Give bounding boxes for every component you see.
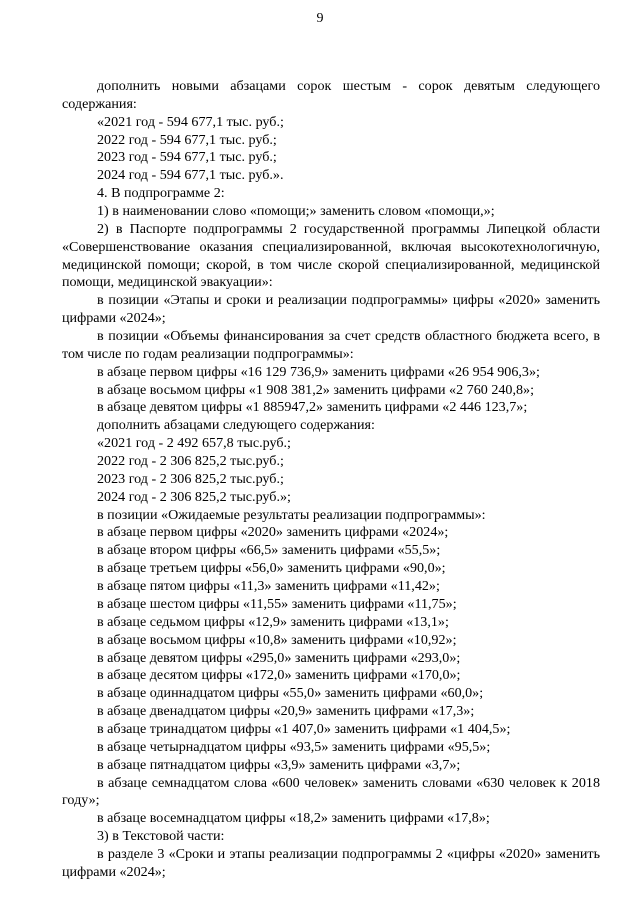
paragraph: в абзаце седьмом цифры «12,9» заменить цифрами «13,1»;	[97, 613, 449, 630]
paragraph: в абзаце первом цифры «16 129 736,9» заменить цифрами «26 954 906,3»;	[97, 363, 540, 380]
paragraph: в абзаце первом цифры «2020» заменить цифрами «2024»;	[97, 524, 449, 541]
paragraph: 2) в Паспорте подпрограммы 2 государственной программы Липецкой области «Совершенствование оказания специализированной, включая высокотехнологичную, медицинской помощи; скорой, в том числе скорой специализированной, медицинской помощи, медицинской эвакуации»:	[62, 220, 600, 291]
paragraph: в абзаце двенадцатом цифры «20,9» заменить цифрами «17,3»;	[97, 703, 475, 720]
paragraph: 2023 год - 2 306 825,2 тыс.руб.;	[97, 470, 284, 487]
paragraph: 2022 год - 594 677,1 тыс. руб.;	[97, 131, 277, 148]
paragraph: в разделе 3 «Сроки и этапы реализации подпрограммы 2 «цифры «2020» заменить цифрами «2024»;	[62, 845, 600, 880]
paragraph: в абзаце восемнадцатом цифры «18,2» заменить цифрами «17,8»;	[97, 810, 490, 827]
paragraph: в позиции «Этапы и сроки и реализации подпрограммы» цифры «2020» заменить цифрами «2024»;	[62, 292, 600, 327]
paragraph: в абзаце пятнадцатом цифры «3,9» заменить цифрами «3,7»;	[97, 756, 461, 773]
paragraph: в абзаце восьмом цифры «1 908 381,2» заменить цифрами «2 760 240,8»;	[97, 381, 534, 398]
paragraph: в абзаце семнадцатом слова «600 человек» заменить словами «630 человек к 2018 году»;	[62, 774, 600, 809]
paragraph: в абзаце третьем цифры «56,0» заменить цифрами «90,0»;	[97, 560, 446, 577]
paragraph: 2024 год - 2 306 825,2 тыс.руб.»;	[97, 488, 291, 505]
document-body	[62, 78, 600, 882]
paragraph: в абзаце десятом цифры «172,0» заменить цифрами «170,0»;	[97, 667, 461, 684]
paragraph: в абзаце пятом цифры «11,3» заменить цифрами «11,42»;	[97, 578, 440, 595]
page-number: 9	[316, 11, 324, 26]
paragraph: в абзаце девятом цифры «1 885947,2» заменить цифрами «2 446 123,7»;	[97, 399, 528, 416]
paragraph: в абзаце втором цифры «66,5» заменить цифрами «55,5»;	[97, 542, 441, 559]
paragraph: 1) в наименовании слово «помощи;» заменить словом «помощи,»;	[97, 203, 495, 220]
paragraph: в абзаце тринадцатом цифры «1 407,0» заменить цифрами «1 404,5»;	[97, 720, 511, 737]
paragraph: в абзаце девятом цифры «295,0» заменить цифрами «293,0»;	[97, 649, 461, 666]
paragraph: в абзаце четырнадцатом цифры «93,5» заменить цифрами «95,5»;	[97, 738, 491, 755]
paragraph: в позиции «Ожидаемые результаты реализации подпрограммы»:	[97, 506, 486, 523]
paragraph: «2021 год - 594 677,1 тыс. руб.;	[97, 113, 284, 130]
paragraph: в абзаце шестом цифры «11,55» заменить цифрами «11,75»;	[97, 595, 457, 612]
paragraph: в абзаце восьмом цифры «10,8» заменить цифрами «10,92»;	[97, 631, 457, 648]
paragraph: 2024 год - 594 677,1 тыс. руб.».	[97, 167, 284, 184]
paragraph: в позиции «Объемы финансирования за счет средств областного бюджета всего, в том числе по годам реализации подпрограммы»:	[62, 328, 600, 362]
paragraph: 4. В подпрограмме 2:	[97, 185, 225, 202]
paragraph: 2023 год - 594 677,1 тыс. руб.;	[97, 149, 277, 166]
paragraph: «2021 год - 2 492 657,8 тыс.руб.;	[97, 435, 291, 452]
paragraph: 3) в Текстовой части:	[97, 828, 225, 845]
paragraph: дополнить новыми абзацами сорок шестым - сорок девятым следующего содержания:	[62, 78, 600, 112]
paragraph: дополнить абзацами следующего содержания:	[97, 417, 375, 434]
paragraph: в абзаце одиннадцатом цифры «55,0» заменить цифрами «60,0»;	[97, 685, 484, 702]
paragraph: 2022 год - 2 306 825,2 тыс.руб.;	[97, 453, 284, 470]
